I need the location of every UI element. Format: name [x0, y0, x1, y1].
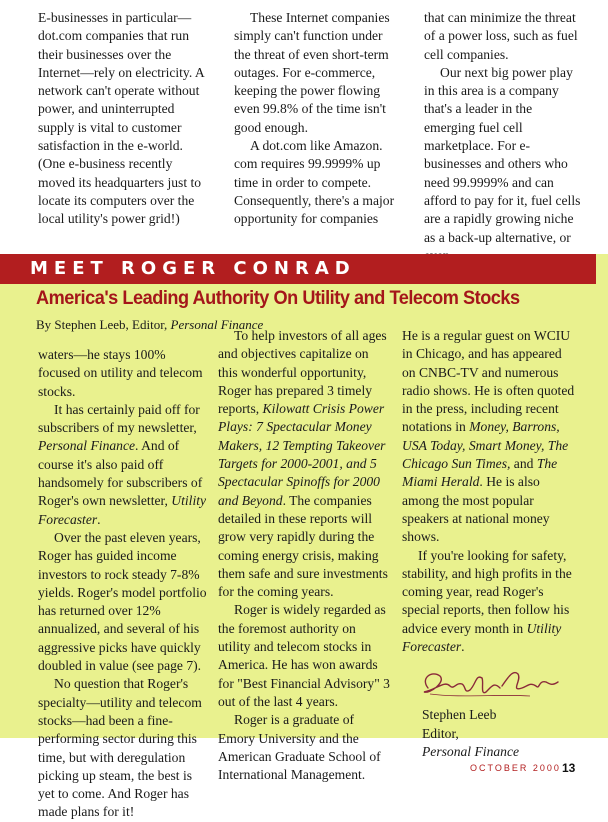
article-column-1 [38, 9, 210, 229]
sidebar-paragraph: Over the past eleven years, Roger has guided income investors to rock steady 7-8% yields. Roger's model portfolio has returned over 12% annualized, and several of his aggressive picks have quickly doubled in value (see page 7). [38, 529, 207, 674]
sidebar-paragraph: He is a regular guest on WCIU in Chicago, and has appeared on CNBC-TV and numerous radio shows. He is often quoted in the press, including recent notations in Money, Barrons, USA Today, Smart Money, The Chicago Sun Times, and The Miami Herald. He is also among the most popular speakers at national money shows. [402, 328, 575, 545]
page-number: 13 [562, 761, 576, 775]
sidebar-paragraph: If you're looking for safety, stability, and high profits in the coming year, read Roger's special reports, then follow his advice every month in Utility Forecaster. [402, 547, 572, 655]
byline-text: By Stephen Leeb, Editor, [36, 317, 171, 332]
article-paragraph: E-businesses in particular—dot.com companies that run their businesses over the Internet—rely on electricity. A network can't operate without power, and uninterrupted supply is vital to customer satisfaction in the e-world. (One e-business recently moved its headquarters just to locate its computers over the local utility's power grid!) [38, 10, 204, 227]
article-paragraph: A dot.com like Amazon. com requires 99.9999% up time in order to compete. Consequently, there's a major opportunity for companies [234, 138, 395, 227]
sidebar-paragraph: To help investors of all ages and objectives capitalize on this wonderful opportunity, Roger has prepared 3 timely reports, Kilowatt Crisis Power Plays: 7 Spectacular Money Makers, 12 Tempting Takeover Targets for 2000-2001, and 5 Spectacular Spinoffs for 2000 and Beyond. The companies detailed in these reports will grow very rapidly during the coming energy crisis, making them safe and sure investments for the coming years. [218, 328, 388, 600]
sidebar-column-2 [218, 327, 390, 784]
signer-title: Editor, [422, 725, 459, 741]
sidebar-paragraph: Roger is widely regarded as the foremost authority on utility and telecom stocks in America. He has won awards for "Best Financial Advisory" 3 out of the last 4 years. [218, 602, 390, 709]
sidebar-banner [0, 254, 596, 284]
sidebar-paragraph: Roger is a graduate of Emory University and the American Graduate School of International Management. [218, 712, 381, 783]
byline-publication: Personal Finance [170, 317, 264, 332]
article-paragraph: Our next big power play in this area is a company that's a leader in the emerging fuel cell marketplace. For e-businesses and others who need 99.9999% and can afford to pay for it, fuel cells are a rapidly growing niche as a back-up alternative, or [424, 64, 581, 245]
signer-publication: Personal Finance [422, 743, 520, 759]
sidebar-column-3 [402, 327, 578, 761]
footer-date: OCTOBER 2000 [470, 763, 561, 773]
signature-image [410, 664, 560, 702]
article-column-3 [424, 9, 584, 265]
sidebar-paragraph: It has certainly paid off for subscribers of my newsletter, Personal Finance. And of course it's also paid off handsomely for subscribers of Roger's own newsletter, Utility Forecaster. [38, 401, 207, 527]
article-column-2 [234, 9, 400, 229]
signature-block [422, 706, 578, 761]
signer-name: Stephen Leeb [422, 707, 497, 723]
article-paragraph: that can minimize the threat of a power loss, such as fuel cell companies. [424, 10, 578, 62]
sidebar-headline: America's Leading Authority On Utility and Telecom Stocks [36, 287, 520, 309]
banner-title: MEET ROGER CONRAD [30, 258, 356, 279]
sidebar-paragraph: No question that Roger's specialty—utility and telecom stocks—had been a fine-performing sector during this time, but with deregulation picking up steam, the best is yet to come. And Roger has made plans for it! [38, 676, 202, 820]
sidebar-paragraph: waters—he stays 100% focused on utility and telecom stocks. [38, 347, 203, 399]
sidebar-column-1 [38, 346, 210, 822]
article-paragraph: These Internet companies simply can't function under the threat of even short-term outages. For e-commerce, keeping the power flowing even 99.8% of the time isn't good enough. [234, 10, 390, 135]
